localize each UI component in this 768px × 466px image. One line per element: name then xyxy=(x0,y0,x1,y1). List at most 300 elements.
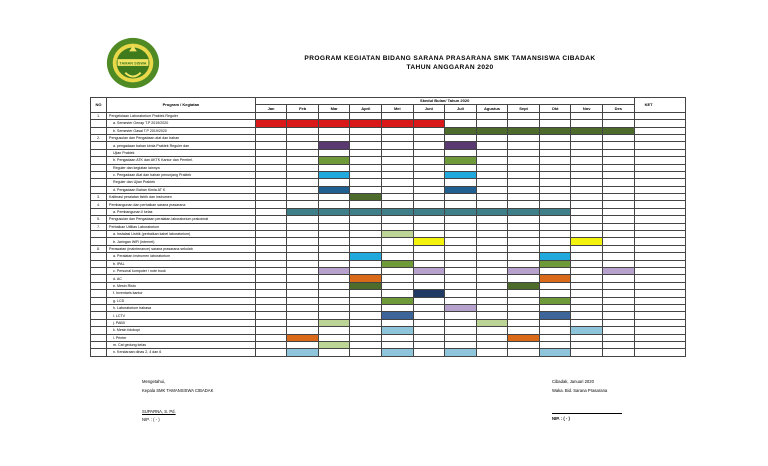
table-row xyxy=(91,275,686,282)
schedule-cell xyxy=(539,120,571,127)
schedule-cell xyxy=(476,312,508,319)
schedule-cell xyxy=(382,164,414,171)
ket-cell xyxy=(634,216,685,223)
ket-cell xyxy=(634,290,685,297)
schedule-bar xyxy=(318,157,350,164)
schedule-cell xyxy=(287,253,319,260)
ket-cell xyxy=(634,208,685,215)
row-number xyxy=(91,290,107,297)
col-schedule-header: Skedul Bulan/ Tahun 2020 xyxy=(255,98,634,105)
schedule-cell xyxy=(350,112,382,119)
footer-place-date: Cibadak, Januari 2020 xyxy=(552,379,594,384)
schedule-bar xyxy=(539,349,571,356)
schedule-cell xyxy=(382,201,414,208)
schedule-cell xyxy=(571,349,603,356)
table-row xyxy=(91,120,686,127)
month-header: Agustus xyxy=(476,105,508,112)
ket-cell xyxy=(634,194,685,201)
schedule-cell xyxy=(255,282,287,289)
schedule-cell xyxy=(602,134,634,141)
ket-cell xyxy=(634,260,685,267)
schedule-cell xyxy=(508,179,540,186)
month-header: Juni xyxy=(413,105,445,112)
row-number: 8. xyxy=(91,245,107,252)
activity-label: b. IPAL xyxy=(107,260,256,267)
table-row xyxy=(91,179,686,186)
schedule-cell xyxy=(571,194,603,201)
schedule-bar xyxy=(350,208,382,215)
schedule-cell xyxy=(287,134,319,141)
schedule-cell xyxy=(413,223,445,230)
table-row xyxy=(91,223,686,230)
schedule-bar xyxy=(382,208,414,215)
schedule-cell xyxy=(539,327,571,334)
table-row xyxy=(91,349,686,356)
table-row xyxy=(91,304,686,311)
schedule-cell xyxy=(445,194,477,201)
ket-cell xyxy=(634,238,685,245)
schedule-cell xyxy=(539,238,571,245)
schedule-cell xyxy=(539,157,571,164)
schedule-cell xyxy=(287,312,319,319)
ket-cell xyxy=(634,179,685,186)
schedule-cell xyxy=(445,312,477,319)
footer-acknowledged: Mengetahui, xyxy=(142,379,166,384)
schedule-cell xyxy=(413,260,445,267)
schedule-bar xyxy=(318,208,350,215)
schedule-bar xyxy=(287,120,319,127)
schedule-cell xyxy=(571,120,603,127)
schedule-cell xyxy=(571,112,603,119)
row-number xyxy=(91,231,107,238)
schedule-cell xyxy=(382,186,414,193)
schedule-cell xyxy=(445,216,477,223)
schedule-cell xyxy=(476,245,508,252)
activity-label: a. pengadaan bahan kimia Praktek Reguler dan xyxy=(107,142,256,149)
activity-label: Pengusulan dan Pengadaan peralatan laboratorium prakoimat xyxy=(107,216,256,223)
schedule-cell xyxy=(539,267,571,274)
schedule-cell xyxy=(318,112,350,119)
schedule-cell xyxy=(539,142,571,149)
schedule-cell xyxy=(508,290,540,297)
schedule-cell xyxy=(287,282,319,289)
schedule-cell xyxy=(602,157,634,164)
schedule-bar xyxy=(539,312,571,319)
schedule-cell xyxy=(602,304,634,311)
schedule-cell xyxy=(350,319,382,326)
schedule-cell xyxy=(382,179,414,186)
activity-label: Perbaikan Utilitas Laboratorium xyxy=(107,223,256,230)
schedule-bar xyxy=(413,120,445,127)
page-subtitle: TAHUN ANGGARAN 2020 xyxy=(406,64,494,71)
row-number xyxy=(91,341,107,348)
schedule-cell xyxy=(476,186,508,193)
schedule-cell xyxy=(571,267,603,274)
schedule-cell xyxy=(571,290,603,297)
schedule-cell xyxy=(476,327,508,334)
row-number xyxy=(91,179,107,186)
schedule-bar xyxy=(571,327,603,334)
month-header: Mei xyxy=(382,105,414,112)
row-number xyxy=(91,349,107,356)
schedule-cell xyxy=(508,275,540,282)
schedule-cell xyxy=(318,194,350,201)
schedule-cell xyxy=(318,127,350,134)
table-row xyxy=(91,142,686,149)
schedule-cell xyxy=(350,134,382,141)
schedule-cell xyxy=(255,142,287,149)
schedule-bar xyxy=(382,231,414,238)
row-number xyxy=(91,186,107,193)
schedule-cell xyxy=(602,201,634,208)
ket-cell xyxy=(634,149,685,156)
schedule-cell xyxy=(508,157,540,164)
schedule-cell xyxy=(476,253,508,260)
schedule-cell xyxy=(602,149,634,156)
schedule-bar xyxy=(476,319,508,326)
schedule-cell xyxy=(413,304,445,311)
table-row xyxy=(91,216,686,223)
schedule-cell xyxy=(571,134,603,141)
schedule-cell xyxy=(476,304,508,311)
schedule-cell xyxy=(255,149,287,156)
activity-label: Reguler dan kegiatan lainnya xyxy=(107,164,256,171)
schedule-bar xyxy=(255,120,287,127)
schedule-cell xyxy=(413,245,445,252)
schedule-cell xyxy=(476,112,508,119)
schedule-bar xyxy=(350,120,382,127)
schedule-bar xyxy=(445,208,477,215)
schedule-cell xyxy=(287,290,319,297)
ket-cell xyxy=(634,245,685,252)
row-number xyxy=(91,267,107,274)
schedule-cell xyxy=(255,171,287,178)
activity-label: Reguler dan Ujian Praktek xyxy=(107,179,256,186)
row-number xyxy=(91,334,107,341)
schedule-bar xyxy=(318,186,350,193)
schedule-cell xyxy=(508,194,540,201)
ket-cell xyxy=(634,171,685,178)
activity-label: l. Printer xyxy=(107,334,256,341)
schedule-bar xyxy=(602,267,634,274)
schedule-cell xyxy=(382,304,414,311)
schedule-bar xyxy=(318,319,350,326)
schedule-bar xyxy=(382,297,414,304)
row-number xyxy=(91,142,107,149)
schedule-bar xyxy=(445,304,477,311)
schedule-bar xyxy=(318,120,350,127)
schedule-cell xyxy=(571,164,603,171)
table-row xyxy=(91,238,686,245)
row-number xyxy=(91,327,107,334)
month-header: Jan xyxy=(255,105,287,112)
row-number xyxy=(91,260,107,267)
schedule-cell xyxy=(350,245,382,252)
schedule-cell xyxy=(602,112,634,119)
schedule-cell xyxy=(539,341,571,348)
schedule-cell xyxy=(350,157,382,164)
schedule-cell xyxy=(476,201,508,208)
schedule-bar xyxy=(571,238,603,245)
ket-cell xyxy=(634,341,685,348)
schedule-cell xyxy=(508,238,540,245)
schedule-cell xyxy=(602,223,634,230)
schedule-cell xyxy=(602,208,634,215)
schedule-cell xyxy=(413,112,445,119)
schedule-cell xyxy=(445,164,477,171)
schedule-cell xyxy=(382,282,414,289)
schedule-cell xyxy=(318,312,350,319)
schedule-cell xyxy=(602,120,634,127)
schedule-cell xyxy=(571,171,603,178)
row-number xyxy=(91,312,107,319)
row-number: 3. xyxy=(91,194,107,201)
schedule-cell xyxy=(287,238,319,245)
schedule-cell xyxy=(602,179,634,186)
schedule-cell xyxy=(602,238,634,245)
schedule-cell xyxy=(476,179,508,186)
activity-label: m. Cat gedung kelas xyxy=(107,341,256,348)
table-row xyxy=(91,334,686,341)
schedule-cell xyxy=(539,216,571,223)
schedule-cell xyxy=(571,312,603,319)
schedule-cell xyxy=(413,157,445,164)
schedule-cell xyxy=(255,267,287,274)
schedule-bar xyxy=(508,208,540,215)
schedule-cell xyxy=(508,349,540,356)
schedule-cell xyxy=(255,319,287,326)
activity-label: a. Pembangunan ll kelas xyxy=(107,208,256,215)
schedule-cell xyxy=(382,157,414,164)
activity-label: d. Pengadaan Bahan Kimia AT K xyxy=(107,186,256,193)
school-logo-icon xyxy=(104,34,162,92)
month-header: April xyxy=(350,105,382,112)
schedule-cell xyxy=(445,201,477,208)
schedule-cell xyxy=(476,349,508,356)
month-header: Okt xyxy=(539,105,571,112)
schedule-cell xyxy=(539,134,571,141)
schedule-cell xyxy=(255,179,287,186)
schedule-cell xyxy=(318,201,350,208)
schedule-bar xyxy=(413,267,445,274)
schedule-cell xyxy=(539,179,571,186)
schedule-cell xyxy=(445,260,477,267)
table-row xyxy=(91,253,686,260)
schedule-cell xyxy=(508,304,540,311)
schedule-cell xyxy=(476,142,508,149)
schedule-cell xyxy=(350,179,382,186)
schedule-cell xyxy=(539,319,571,326)
schedule-cell xyxy=(508,312,540,319)
schedule-cell xyxy=(445,223,477,230)
schedule-cell xyxy=(476,260,508,267)
schedule-cell xyxy=(476,297,508,304)
schedule-cell xyxy=(255,157,287,164)
row-number: 5. xyxy=(91,216,107,223)
schedule-cell xyxy=(287,216,319,223)
schedule-cell xyxy=(287,304,319,311)
schedule-bar xyxy=(539,208,571,215)
month-header: Mar xyxy=(318,105,350,112)
schedule-cell xyxy=(476,282,508,289)
row-number xyxy=(91,253,107,260)
schedule-cell xyxy=(508,171,540,178)
schedule-cell xyxy=(255,290,287,297)
schedule-cell xyxy=(255,112,287,119)
schedule-cell xyxy=(255,201,287,208)
schedule-cell xyxy=(287,149,319,156)
schedule-cell xyxy=(571,201,603,208)
table-row xyxy=(91,134,686,141)
schedule-cell xyxy=(445,134,477,141)
schedule-cell xyxy=(508,253,540,260)
schedule-cell xyxy=(508,319,540,326)
schedule-cell xyxy=(382,142,414,149)
schedule-bar xyxy=(476,208,508,215)
schedule-cell xyxy=(571,275,603,282)
schedule-bar xyxy=(318,171,350,178)
schedule-cell xyxy=(508,260,540,267)
activity-label: c. Personal komputer / note book xyxy=(107,267,256,274)
ket-cell xyxy=(634,275,685,282)
schedule-cell xyxy=(445,290,477,297)
schedule-cell xyxy=(287,297,319,304)
schedule-cell xyxy=(287,127,319,134)
schedule-cell xyxy=(413,142,445,149)
schedule-cell xyxy=(287,112,319,119)
ket-cell xyxy=(634,201,685,208)
schedule-cell xyxy=(571,208,603,215)
schedule-cell xyxy=(255,341,287,348)
schedule-bar xyxy=(445,142,477,149)
schedule-cell xyxy=(602,319,634,326)
ket-cell xyxy=(634,134,685,141)
schedule-cell xyxy=(255,327,287,334)
schedule-cell xyxy=(350,223,382,230)
table-row xyxy=(91,290,686,297)
schedule-cell xyxy=(508,327,540,334)
ket-cell xyxy=(634,231,685,238)
schedule-cell xyxy=(382,112,414,119)
schedule-bar xyxy=(350,275,382,282)
ket-cell xyxy=(634,304,685,311)
schedule-cell xyxy=(350,297,382,304)
schedule-cell xyxy=(318,282,350,289)
schedule-cell xyxy=(287,245,319,252)
ket-cell xyxy=(634,253,685,260)
table-row xyxy=(91,282,686,289)
schedule-cell xyxy=(255,260,287,267)
schedule-cell xyxy=(382,238,414,245)
schedule-cell xyxy=(602,216,634,223)
activity-label: Ujian Praktek xyxy=(107,149,256,156)
activity-label: j. PABX xyxy=(107,319,256,326)
schedule-cell xyxy=(602,260,634,267)
row-number xyxy=(91,275,107,282)
signature-line xyxy=(552,413,622,414)
schedule-cell xyxy=(287,201,319,208)
schedule-cell xyxy=(508,149,540,156)
schedule-cell xyxy=(382,253,414,260)
table-row xyxy=(91,201,686,208)
schedule-cell xyxy=(508,186,540,193)
page-title: PROGRAM KEGIATAN BIDANG SARANA PRASARANA SMK TAMANSISWA CIBADAK xyxy=(304,55,596,62)
activity-label: Pembangunan dan perbaikan sarana prasarana xyxy=(107,201,256,208)
schedule-cell xyxy=(287,267,319,274)
schedule-cell xyxy=(445,179,477,186)
schedule-cell xyxy=(476,238,508,245)
schedule-cell xyxy=(382,341,414,348)
schedule-cell xyxy=(571,186,603,193)
schedule-bar xyxy=(539,127,571,134)
schedule-bar xyxy=(318,267,350,274)
table-row xyxy=(91,341,686,348)
schedule-cell xyxy=(476,171,508,178)
schedule-cell xyxy=(539,304,571,311)
schedule-cell xyxy=(445,120,477,127)
schedule-cell xyxy=(508,112,540,119)
ket-cell xyxy=(634,186,685,193)
schedule-cell xyxy=(413,334,445,341)
schedule-cell xyxy=(539,231,571,238)
schedule-cell xyxy=(508,297,540,304)
schedule-cell xyxy=(255,164,287,171)
schedule-cell xyxy=(350,216,382,223)
schedule-bar xyxy=(350,253,382,260)
schedule-cell xyxy=(413,341,445,348)
row-number: 2. xyxy=(91,134,107,141)
schedule-cell xyxy=(413,319,445,326)
activity-label: k. Mesin fotokopi xyxy=(107,327,256,334)
table-row xyxy=(91,231,686,238)
footer-vice-title: Waka. Bid. Sarana Prasarana xyxy=(552,388,608,393)
schedule-cell xyxy=(413,171,445,178)
schedule-cell xyxy=(350,186,382,193)
month-header: Des xyxy=(602,105,634,112)
schedule-cell xyxy=(571,179,603,186)
schedule-cell xyxy=(476,216,508,223)
schedule-cell xyxy=(571,149,603,156)
schedule-cell xyxy=(476,223,508,230)
row-number xyxy=(91,282,107,289)
ket-cell xyxy=(634,164,685,171)
schedule-cell xyxy=(350,142,382,149)
schedule-cell xyxy=(382,245,414,252)
schedule-bar xyxy=(382,312,414,319)
schedule-cell xyxy=(539,223,571,230)
ket-cell xyxy=(634,223,685,230)
schedule-cell xyxy=(445,297,477,304)
schedule-cell xyxy=(571,334,603,341)
ket-cell xyxy=(634,112,685,119)
schedule-cell xyxy=(413,149,445,156)
schedule-cell xyxy=(602,334,634,341)
schedule-cell xyxy=(445,267,477,274)
schedule-cell xyxy=(571,245,603,252)
schedule-cell xyxy=(382,223,414,230)
table-row xyxy=(91,208,686,215)
footer-principal-name: SUPARNA, S. Pd. xyxy=(142,409,176,414)
table-row xyxy=(91,186,686,193)
schedule-bar xyxy=(287,208,319,215)
schedule-cell xyxy=(539,334,571,341)
schedule-cell xyxy=(602,171,634,178)
schedule-cell xyxy=(602,164,634,171)
schedule-cell xyxy=(350,260,382,267)
schedule-cell xyxy=(350,164,382,171)
row-number xyxy=(91,208,107,215)
schedule-cell xyxy=(382,319,414,326)
